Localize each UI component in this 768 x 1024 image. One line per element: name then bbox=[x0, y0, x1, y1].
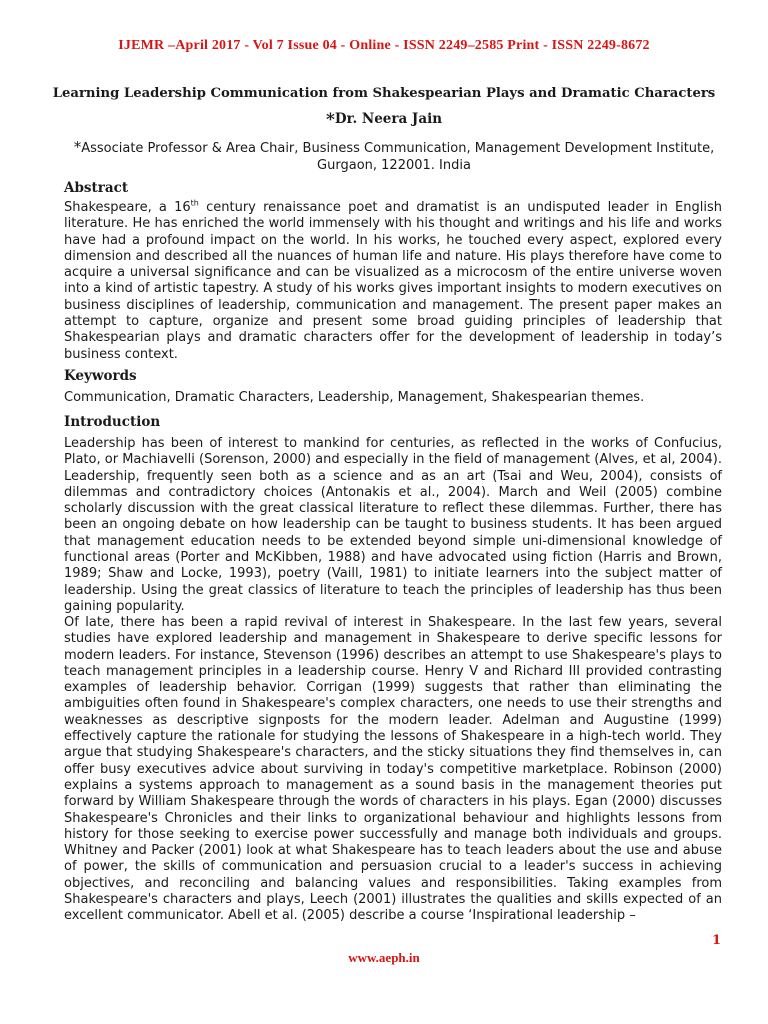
ordinal-superscript: th bbox=[190, 198, 199, 208]
keywords-text: Communication, Dramatic Characters, Leadership, Management, Shakespearian themes. bbox=[64, 390, 645, 405]
introduction-heading: Introduction bbox=[64, 414, 161, 430]
abstract-heading: Abstract bbox=[64, 180, 129, 196]
page-number: 1 bbox=[712, 933, 722, 948]
abstract-text-start: Shakespeare, a 16 bbox=[64, 200, 191, 215]
author-asterisk: * bbox=[325, 110, 335, 130]
journal-header: IJEMR –April 2017 - Vol 7 Issue 04 - Online - ISSN 2249–2585 Print - ISSN 2249-8672 bbox=[118, 38, 650, 53]
abstract-text bbox=[64, 200, 722, 363]
affiliation-text: Associate Professor & Area Chair, Business Communication, Management Development Institute, Gurgaon, 122001. India bbox=[81, 141, 715, 173]
introduction-paragraph-1: Leadership has been of interest to mankind for centuries, as reflected in the works of Confucius, Plato, or Machiavelli (Sorenson, 2000) and especially in the field of management (Alves, et al, 2004). Leadership, frequently seen both as a science and as an art (Tsai and Weu, 2004), consists of dilemmas and contradictory choices (Antonakis et al., 2004). March and Weil (2005) combine scholarly discussion with the great classical literature to reflect these dilemmas. Further, there has been an ongoing debate on how leadership can be taught to business students. It has been argued that management education needs to be extended beyond simple uni-dimensional knowledge of functional areas (Porter and McKibben, 1988) and have advocated using fiction (Harris and Brown, 1989; Shaw and Locke, 1993), poetry (Vaill, 1981) to initiate learners into the subject matter of leadership. Using the great classics of literature to teach the principles of leadership has thus been gaining popularity. bbox=[64, 436, 722, 614]
abstract-text-rest: century renaissance poet and dramatist is an undisputed leader in English literature. He has enriched the world immensely with his thought and writings and his life and works have had a profound impact on the world. In his works, he touched every aspect, explored every dimension and described all the nuances of human life and nature. His plays therefore have come to acquire a universal significance and can be visualized as a microcosm of the entire universe woven into a kind of artistic tapestry. A study of his works gives important insights to modern executives on business disciplines of leadership, communication and management. The present paper makes an attempt to capture, organize and present some broad guiding principles of leadership that Shakespearian plays and dramatic characters offer for the development of leadership in today’s business context. bbox=[64, 200, 722, 362]
introduction-paragraph-2: Of late, there has been a rapid revival of interest in Shakespeare. In the last few years, several studies have explored leadership and management in Shakespeare to derive specific lessons for modern leaders. For instance, Stevenson (1996) describes an attempt to use Shakespeare's plays to teach management principles in a leadership course. Henry V and Richard III provided contrasting examples of leadership behavior. Corrigan (1999) suggests that rather than eliminating the ambiguities often found in Shakespeare's complex characters, one needs to use their strengths and weaknesses as descriptive signposts for the modern leader. Adelman and Augustine (1999) effectively capture the rationale for studying the lessons of Shakespeare in a high-tech world. They argue that studying Shakespeare's characters, and the sticky situations they find themselves in, can offer busy executives advice about surviving in today's competitive marketplace. Robinson (2000) explains a systems approach to management as a sound basis in the management theories put forward by William Shakespeare through the words of characters in his plays. Egan (2000) discusses Shakespeare's Chronicles and their links to organizational behaviour and highlights lessons from history for those seeking to exercise power successfully and manage both individuals and groups. Whitney and Packer (2001) look at what Shakespeare has to teach leaders about the use and abuse of power, the skills of communication and persuasion crucial to a leader's success in achieving objectives, and reconciling and balancing values and responsibilities. Taking examples from Shakespeare's characters and plays, Leech (2001) illustrates the qualities and skills expected of an excellent communicator. Abell et al. (2005) describe a course ‘Inspirational leadership – bbox=[64, 615, 722, 924]
author-affiliation bbox=[64, 139, 724, 174]
keywords-heading: Keywords bbox=[64, 368, 137, 384]
author-name: Dr. Neera Jain bbox=[334, 111, 443, 127]
footer-website-link[interactable]: www.aeph.in bbox=[348, 950, 420, 965]
paper-title: Learning Leadership Communication from Shakespearian Plays and Dramatic Characters bbox=[52, 86, 716, 101]
affiliation-asterisk: * bbox=[73, 138, 82, 156]
author-line bbox=[0, 110, 768, 130]
